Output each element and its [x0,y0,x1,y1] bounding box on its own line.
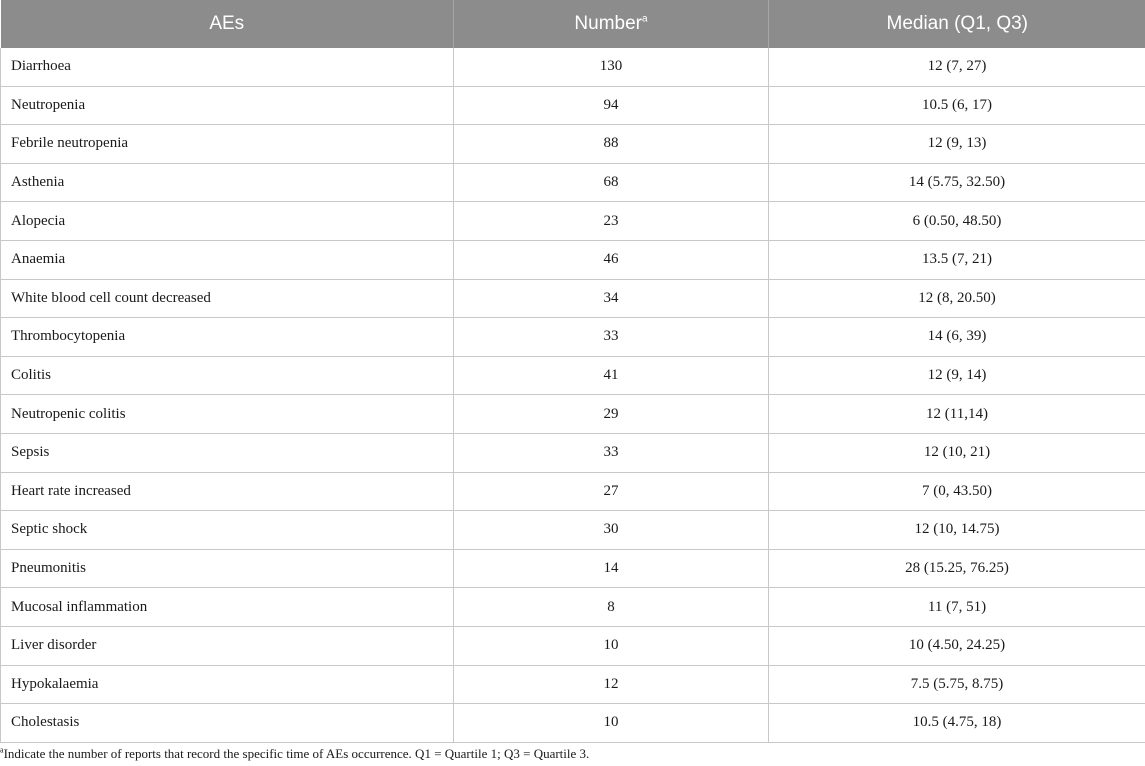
median-cell: 28 (15.25, 76.25) [769,549,1145,588]
table-row [1,318,1145,357]
number-cell: 10 [454,626,769,665]
ae-cell: Febrile neutropenia [1,125,454,164]
ae-cell: Sepsis [1,433,454,472]
table-footnote [0,746,589,762]
median-cell: 10.5 (4.75, 18) [769,704,1145,743]
table-row [1,704,1145,743]
ae-cell: Asthenia [1,163,454,202]
table-row [1,86,1145,125]
number-cell: 27 [454,472,769,511]
median-cell: 14 (6, 39) [769,318,1145,357]
ae-cell: Alopecia [1,202,454,241]
median-cell: 14 (5.75, 32.50) [769,163,1145,202]
number-cell: 12 [454,665,769,704]
header-number-footnote-marker: a [642,13,648,25]
number-cell: 41 [454,356,769,395]
median-cell: 12 (10, 14.75) [769,511,1145,550]
number-cell: 68 [454,163,769,202]
header-number [454,0,769,48]
number-cell: 23 [454,202,769,241]
ae-cell: Neutropenic colitis [1,395,454,434]
table-header [1,0,1145,48]
median-cell: 7.5 (5.75, 8.75) [769,665,1145,704]
ae-cell: Pneumonitis [1,549,454,588]
ae-cell: Diarrhoea [1,48,454,86]
header-number-label: Number [574,13,642,34]
table-row [1,163,1145,202]
ae-cell: Hypokalaemia [1,665,454,704]
median-cell: 12 (9, 13) [769,125,1145,164]
number-cell: 8 [454,588,769,627]
table-row [1,202,1145,241]
median-cell: 12 (9, 14) [769,356,1145,395]
header-aes-label: AEs [209,13,245,34]
median-cell: 10.5 (6, 17) [769,86,1145,125]
header-aes [1,0,454,48]
median-cell: 11 (7, 51) [769,588,1145,627]
median-cell: 7 (0, 43.50) [769,472,1145,511]
ae-cell: Cholestasis [1,704,454,743]
number-cell: 94 [454,86,769,125]
table-row [1,48,1145,86]
ae-cell: White blood cell count decreased [1,279,454,318]
median-cell: 12 (8, 20.50) [769,279,1145,318]
table-row [1,549,1145,588]
table-row [1,279,1145,318]
table-row [1,588,1145,627]
median-cell: 12 (7, 27) [769,48,1145,86]
number-cell: 14 [454,549,769,588]
median-cell: 6 (0.50, 48.50) [769,202,1145,241]
table-row [1,433,1145,472]
table-row [1,125,1145,164]
header-median-label: Median (Q1, Q3) [886,13,1028,34]
ae-cell: Colitis [1,356,454,395]
median-cell: 12 (11,14) [769,395,1145,434]
number-cell: 88 [454,125,769,164]
ae-cell: Neutropenia [1,86,454,125]
table-row [1,395,1145,434]
ae-cell: Mucosal inflammation [1,588,454,627]
number-cell: 10 [454,704,769,743]
median-cell: 10 (4.50, 24.25) [769,626,1145,665]
table-row [1,626,1145,665]
ae-cell: Thrombocytopenia [1,318,454,357]
ae-cell: Septic shock [1,511,454,550]
number-cell: 33 [454,318,769,357]
number-cell: 30 [454,511,769,550]
header-median [769,0,1145,48]
number-cell: 46 [454,240,769,279]
number-cell: 29 [454,395,769,434]
table-row [1,356,1145,395]
footnote-text: Indicate the number of reports that record the specific time of AEs occurrence. Q1 = Quartile 1; Q3 = Quartile 3. [3,746,590,761]
table-row [1,240,1145,279]
table-body [1,48,1145,742]
table-row [1,511,1145,550]
ae-cell: Anaemia [1,240,454,279]
ae-cell: Heart rate increased [1,472,454,511]
header-row [1,0,1145,48]
ae-cell: Liver disorder [1,626,454,665]
number-cell: 130 [454,48,769,86]
table-row [1,472,1145,511]
median-cell: 12 (10, 21) [769,433,1145,472]
median-cell: 13.5 (7, 21) [769,240,1145,279]
number-cell: 33 [454,433,769,472]
table-row [1,665,1145,704]
number-cell: 34 [454,279,769,318]
footnote-marker: a [0,745,4,755]
